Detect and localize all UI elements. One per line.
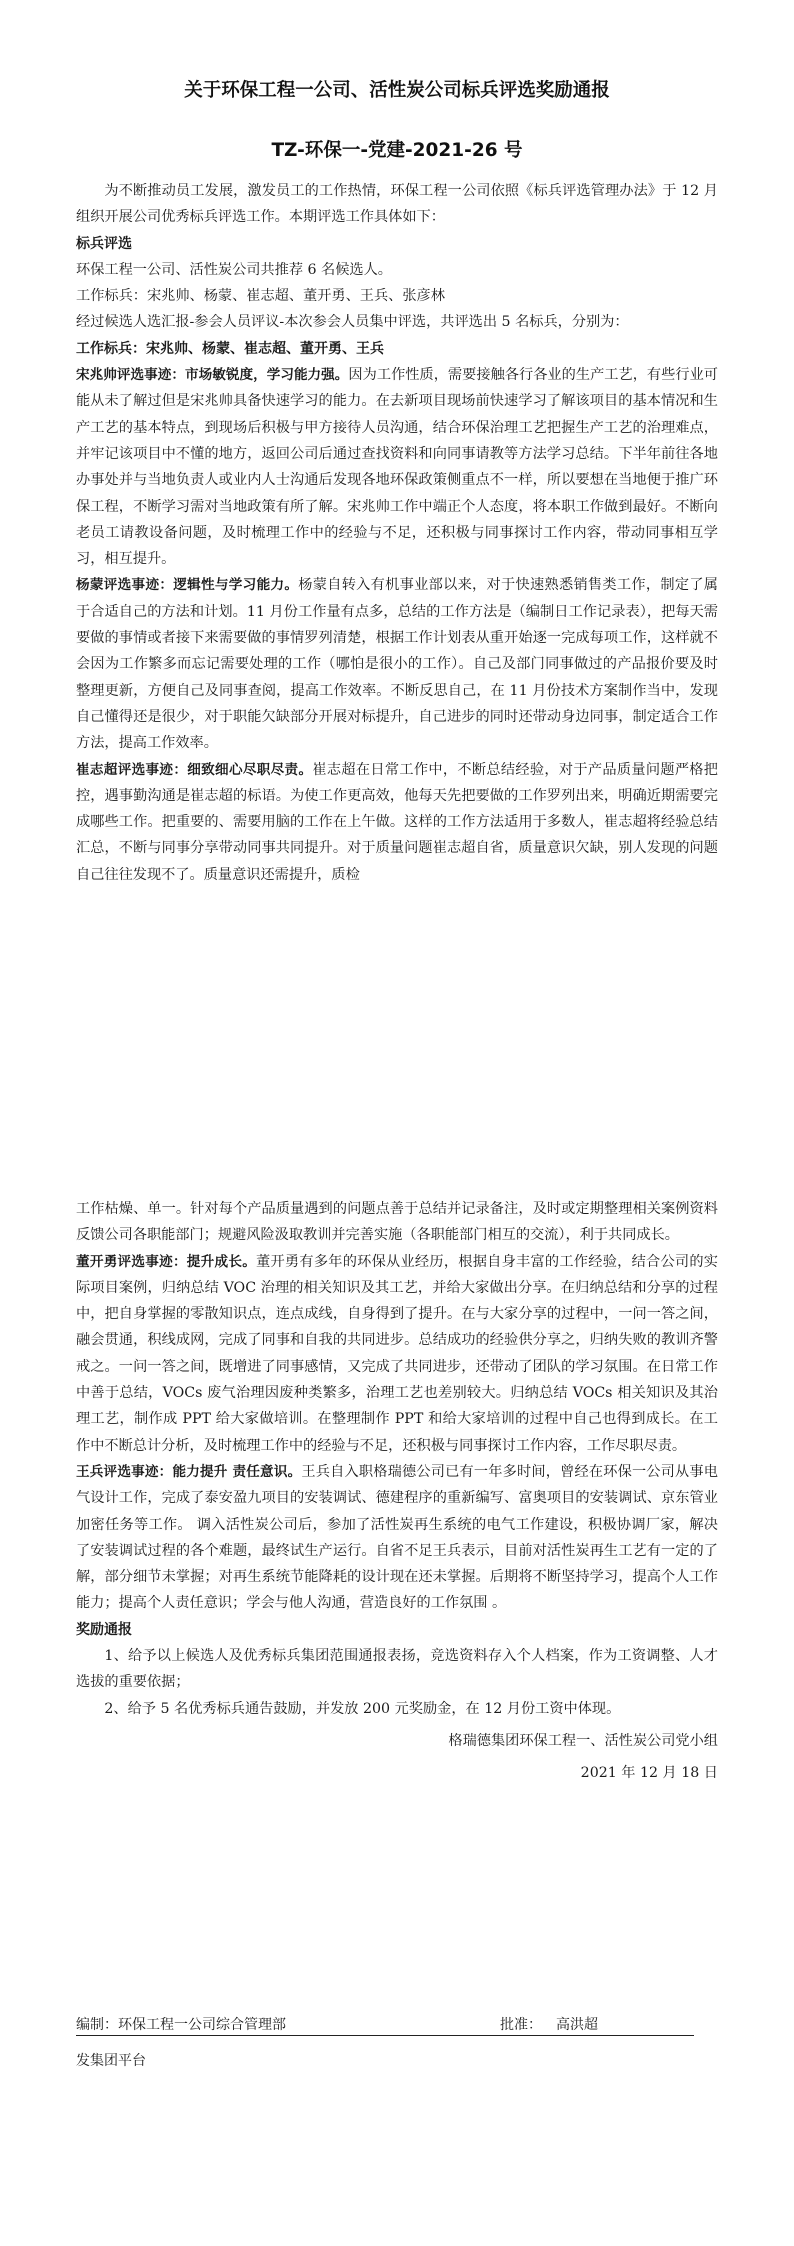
- candidates-count: 环保工程一公司、活性炭公司共推荐 6 名候选人。: [76, 261, 392, 278]
- footer-row: [76, 2012, 718, 2038]
- lead-dong: 董开勇评选事迹：提升成长。: [76, 1253, 257, 1270]
- document-body-part1: [76, 178, 718, 888]
- reward-item-1: 1、给予以上候选人及优秀标兵集团范围通报表扬，竞选资料存入个人档案，作为工资调整、人才选拔的重要依据；: [76, 1648, 718, 1691]
- paragraph-song: [76, 362, 718, 572]
- paragraph-cui: [76, 757, 718, 888]
- candidates-list: 工作标兵：宋兆帅、杨蒙、崔志超、董开勇、王兵、张彦林: [76, 288, 445, 305]
- lead-cui: 崔志超评选事迹：细致细心尽职尽责。: [76, 761, 313, 778]
- paragraph-wang: [76, 1459, 718, 1617]
- section-heading-selection: 标兵评选: [76, 235, 132, 252]
- paragraph-yang: [76, 572, 718, 756]
- issue-date: 2021 年 12 月 18 日: [580, 1765, 718, 1782]
- footer-compiled-by: 编制：环保工程一公司综合管理部: [76, 2017, 286, 2033]
- footer-underline: [76, 2035, 694, 2036]
- lead-wang: 王兵评选事迹：能力提升 责任意识。: [76, 1463, 302, 1480]
- document-footer: [76, 2012, 718, 2069]
- signature: 格瑞德集团环保工程一、活性炭公司党小组: [448, 1732, 718, 1749]
- body-song: 因为工作性质，需要接触各行各业的生产工艺，有些行业可能从未了解过但是宋兆帅具备快速学习的能力。在去新项目现场前快速学习了解该项目的基本情况和生产工艺的基本特点，到现场后积极与甲方接待人员沟通，结合环保治理工艺把握生产工艺的治理难点，并牢记该项目中不懂的地方，返回公司后通过查找资料和向同事请教等方法学习总结。下半年前往各地办事处并与当地负责人或业内人士沟通后发现各地环保政策侧重点不一样，所以要想在当地便于推广环保工程，不断学习需对当地政策有所了解。宋兆帅工作中端正个人态度，将本职工作做到最好。不断向老员工请教设备问题，及时梳理工作中的经验与不足，还积极与同事探讨工作内容，带动同事相互学习，相互提升。: [76, 367, 718, 568]
- document-body-part2: [76, 1196, 718, 1787]
- body-wang: 王兵自入职格瑞德公司已有一年多时间，曾经在环保一公司从事电气设计工作，完成了泰安盈九项目的安装调试、德建程序的重新编写、富奥项目的安装调试、京东管业加密任务等工作。 调入活性炭公司后，参加了活性炭再生系统的电气工作建设，积极协调厂家，解决了安装调试过程的各个难题，最终试生产运行。自省不足王兵表示，目前对活性炭再生工艺有一定的了解，部分细节未掌握；对再生系统节能降耗的设计现在还未掌握。后期将不断坚持学习，提高个人工作能力；提高个人责任意识；学会与他人沟通，营造良好的工作氛围 。: [76, 1463, 718, 1612]
- body-yang: 杨蒙自转入有机事业部以来，对于快速熟悉销售类工作，制定了属于合适自己的方法和计划。11 月份工作量有点多，总结的工作方法是（编制日工作记录表），把每天需要做的事情或者接下来需要做的事情罗列清楚，根据工作计划表从重开始逐一完成每项工作，这样就不会因为工作繁多而忘记需要处理的工作（哪怕是很小的工作）。自己及部门同事做过的产品报价要及时整理更新，方便自己及同事查阅，提高工作效率。不断反思自己，在 11 月份技术方案制作当中，发现自己懂得还是很少，对于职能欠缺部分开展对标提升，自己进步的同时还带动身边同事，制定适合工作方法，提高工作效率。: [76, 577, 718, 752]
- body-cui-part2: 工作枯燥、单一。针对每个产品质量遇到的问题点善于总结并记录备注，及时或定期整理相关案例资料反馈公司各职能部门；规避风险汲取教训并完善实施（各职能部门相互的交流），利于共同成长。: [76, 1201, 718, 1244]
- document-title: 关于环保工程一公司、活性炭公司标兵评选奖励通报: [184, 80, 610, 101]
- footer-approved-label: 批准：: [500, 2017, 542, 2033]
- winners-list: 工作标兵：宋兆帅、杨蒙、崔志超、董开勇、王兵: [76, 340, 384, 357]
- intro-paragraph: 为不断推动员工发展，激发员工的工作热情，环保工程一公司依照《标兵评选管理办法》于 12 月组织开展公司优秀标兵评选工作。本期评选工作具体如下：: [76, 183, 718, 226]
- lead-yang: 杨蒙评选事迹：逻辑性与学习能力。: [76, 577, 299, 594]
- document-number: TZ-环保一-党建-2021-26 号: [271, 140, 523, 161]
- lead-song: 宋兆帅评选事迹：市场敏锐度，学习能力强。: [76, 367, 349, 384]
- paragraph-dong: [76, 1249, 718, 1459]
- selection-process: 经过候选人选汇报-参会人员评议-本次参会人员集中评选，共评选出 5 名标兵，分别为：: [76, 314, 629, 331]
- body-cui-part1: 崔志超在日常工作中，不断总结经验，对于产品质量问题严格把控，遇事勤沟通是崔志超的标语。为使工作更高效，他每天先把要做的工作罗列出来，明确近期需要完成哪些工作。把重要的、需要用脑的工作在上午做。这样的工作方法适用于多数人，崔志超将经验总结汇总，不断与同事分享带动同事共同提升。对于质量问题崔志超自省，质量意识欠缺，别人发现的问题自己往往发现不了。质量意识还需提升，质检: [76, 761, 718, 883]
- footer-approved-name: 高洪超: [556, 2017, 598, 2033]
- body-dong: 董开勇有多年的环保从业经历，根据自身丰富的工作经验，结合公司的实际项目案例，归纳总结 VOC 治理的相关知识及其工艺，并给大家做出分享。在归纳总结和分享的过程中，把自身掌握的零散知识点，连点成线，自身得到了提升。在与大家分享的过程中，一问一答之间，融会贯通，积线成网，完成了同事和自我的共同进步。总结成功的经验供分享之，归纳失败的教训齐警戒之。一问一答之间，既增进了同事感情，又完成了共同进步，还带动了团队的学习氛围。在日常工作中善于总结，VOCs 废气治理因废种类繁多，治理工艺也差别较大。归纳总结 VOCs 相关知识及其治理工艺，制作成 PPT 给大家做培训。在整理制作 PPT 和给大家培训的过程中自己也得到成长。在工作中不断总计分析，及时梳理工作中的经验与不足，还积极与同事探讨工作内容，工作尽职尽责。: [76, 1253, 718, 1454]
- footer-distribution: 发集团平台: [76, 2053, 146, 2069]
- section-heading-reward: 奖励通报: [76, 1621, 132, 1638]
- reward-item-2: 2、给予 5 名优秀标兵通告鼓励，并发放 200 元奖励金，在 12 月份工资中体现。: [104, 1700, 621, 1717]
